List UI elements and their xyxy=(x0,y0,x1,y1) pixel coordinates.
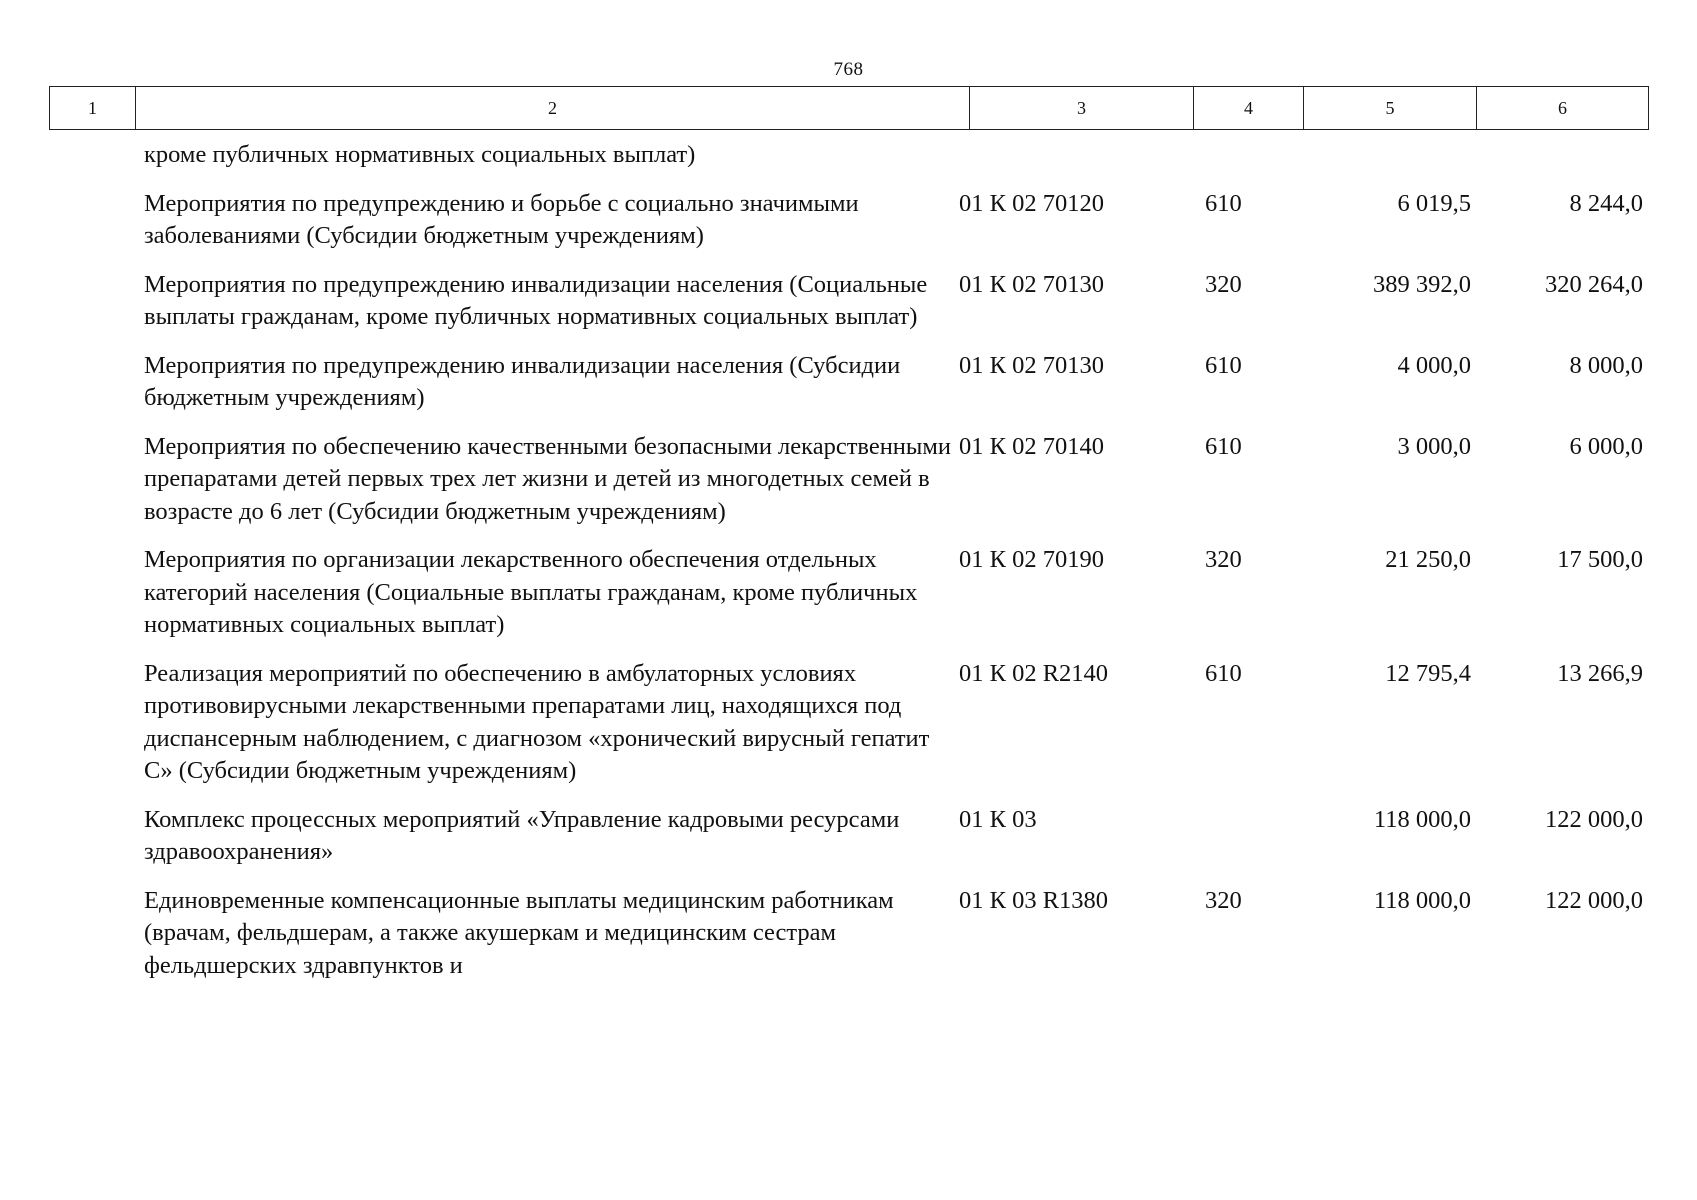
row-code: 01 К 02 R2140 xyxy=(959,659,1109,687)
row-type: 610 xyxy=(1205,432,1242,460)
row-name: Мероприятия по предупреждению и борьбе с социально значимыми заболеваниями (Субсидии бюджетным учреждениям) xyxy=(144,189,859,249)
row-code: 01 К 02 70190 xyxy=(959,546,1104,573)
row-code: 01 К 02 70120 xyxy=(959,189,1104,217)
row-value-6: 320 264,0 xyxy=(1545,270,1643,298)
row-value-6: 17 500,0 xyxy=(1557,546,1643,573)
row-code: 01 К 02 70130 xyxy=(959,270,1104,298)
column-header-row xyxy=(50,87,1649,130)
row-value-5: 118 000,0 xyxy=(1373,886,1471,914)
row-value-5: 6 019,5 xyxy=(1397,189,1471,217)
row-type: 320 xyxy=(1205,546,1242,573)
row-type: 610 xyxy=(1205,189,1242,217)
row-name: Мероприятия по предупреждению инвалидизации населения (Социальные выплаты гражданам, кроме публичных нормативных социальных выплат) xyxy=(144,270,928,330)
table-row xyxy=(49,885,1643,983)
row-value-6: 6 000,0 xyxy=(1569,432,1643,460)
row-value-5: 118 000,0 xyxy=(1373,805,1471,833)
table-row xyxy=(49,431,1643,529)
row-code: 01 К 02 70130 xyxy=(959,351,1104,379)
column-header-4: 4 xyxy=(1194,87,1304,130)
row-name: Мероприятия по организации лекарственного обеспечения отдельных категорий населения (Социальные выплаты гражданам, кроме публичных нормативных социальных выплат) xyxy=(144,546,918,638)
budget-table-body xyxy=(49,139,1643,998)
table-row xyxy=(49,269,1643,334)
row-code: 01 К 03 xyxy=(959,805,1037,833)
row-value-5: 389 392,0 xyxy=(1373,270,1471,298)
row-code: 01 К 03 R1380 xyxy=(959,886,1109,914)
row-type: 320 xyxy=(1205,886,1242,914)
row-type: 610 xyxy=(1205,659,1242,687)
row-value-6: 8 000,0 xyxy=(1569,351,1643,379)
row-name: Единовременные компенсационные выплаты медицинским работникам (врачам, фельдшерам, а также акушеркам и медицинским сестрам фельдшерских здравпунктов и xyxy=(144,886,894,979)
row-name: Мероприятия по предупреждению инвалидизации населения (Субсидии бюджетным учреждениям) xyxy=(144,351,901,411)
row-value-6: 8 244,0 xyxy=(1569,189,1643,217)
row-value-6: 13 266,9 xyxy=(1557,659,1643,687)
table-row xyxy=(49,350,1643,415)
table-row xyxy=(49,139,1640,172)
row-value-6: 122 000,0 xyxy=(1545,886,1643,914)
row-value-6: 122 000,0 xyxy=(1545,805,1643,833)
column-header-5: 5 xyxy=(1304,87,1477,130)
page-number: 768 xyxy=(833,59,864,80)
column-header-1: 1 xyxy=(50,87,136,130)
row-type: 320 xyxy=(1205,270,1242,298)
row-value-5: 3 000,0 xyxy=(1397,432,1471,460)
row-type: 610 xyxy=(1205,351,1242,379)
table-row xyxy=(49,658,1643,788)
row-code: 01 К 02 70140 xyxy=(959,432,1104,460)
row-name: Комплекс процессных мероприятий «Управление кадровыми ресурсами здравоохранения» xyxy=(144,805,900,865)
row-name: Реализация мероприятий по обеспечению в амбулаторных условиях противовирусными лекарственными препаратами лиц, находящихся под диспансерным наблюдением, с диагнозом «хронический вирусный гепатит С» (Субсидии бюджетным учреждениям) xyxy=(144,659,930,784)
column-header-6: 6 xyxy=(1477,87,1649,130)
row-value-5: 12 795,4 xyxy=(1385,659,1471,687)
row-value-5: 4 000,0 xyxy=(1397,351,1471,379)
table-row xyxy=(49,804,1643,869)
row-name: Мероприятия по обеспечению качественными безопасными лекарственными препаратами детей первых трех лет жизни и детей из многодетных семей в возрасте до 6 лет (Субсидии бюджетным учреждениям) xyxy=(144,432,951,525)
table-row xyxy=(49,544,1643,642)
column-header-2: 2 xyxy=(136,87,970,130)
row-name: кроме публичных нормативных социальных выплат) xyxy=(144,141,696,168)
row-value-5: 21 250,0 xyxy=(1385,546,1471,573)
column-header-table xyxy=(49,86,1649,130)
column-header-3: 3 xyxy=(970,87,1194,130)
table-row xyxy=(49,188,1643,253)
